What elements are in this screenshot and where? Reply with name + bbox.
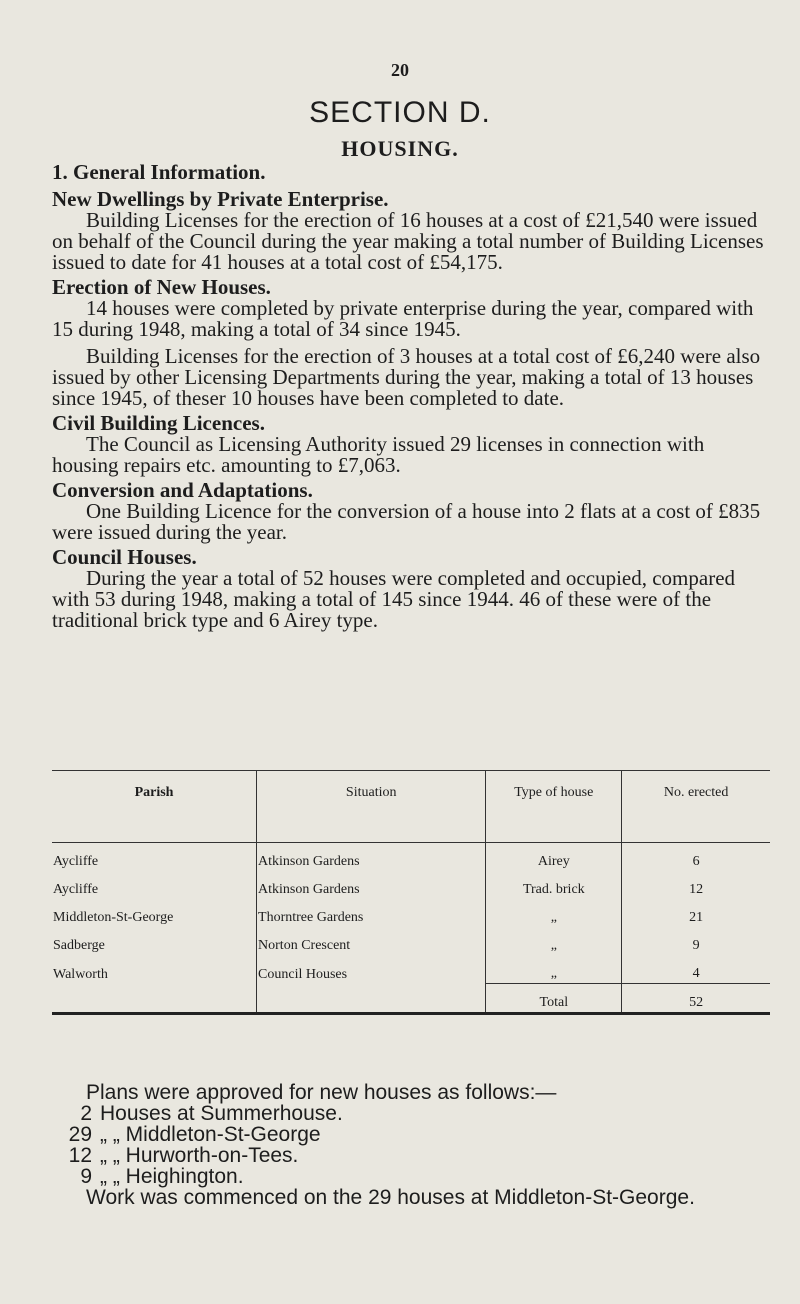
header-type: Type of house: [486, 771, 622, 843]
conversion-text: One Building Licence for the conversion of a house into 2 flats at a cost of £835 were issued during the year.: [52, 499, 761, 544]
cell-situation: Thorntree Gardens: [257, 899, 486, 927]
cell-type: „: [486, 927, 622, 955]
cell-situation: Norton Crescent: [257, 927, 486, 955]
erection-heading: Erection of New Houses.: [52, 275, 271, 299]
cell-situation: Atkinson Gardens: [257, 843, 486, 872]
council-houses-table: [52, 770, 770, 1010]
page-number: 20: [391, 60, 409, 80]
cell-situation: Atkinson Gardens: [257, 871, 486, 899]
council-heading: Council Houses.: [52, 545, 197, 569]
table-row: [52, 927, 770, 955]
plan-count: 9: [80, 1165, 92, 1188]
cell-number: 21: [622, 899, 770, 927]
new-dwellings-heading: New Dwellings by Private Enterprise.: [52, 187, 389, 211]
table-row: [52, 871, 770, 899]
list-item: [52, 1124, 772, 1145]
erection-para1: 14 houses were completed by private enterprise during the year, compared with 15 during 1948, making a total of 34 since 1945.: [52, 296, 754, 341]
plan-count: 29: [68, 1123, 92, 1146]
plan-text: „ „ Heighington.: [100, 1165, 244, 1188]
total-label: Total: [486, 984, 622, 1014]
cell-parish: Aycliffe: [53, 882, 99, 897]
cell-parish: Middleton-St-George: [53, 910, 174, 925]
cell-type: „: [486, 955, 622, 984]
cell-parish: Walworth: [53, 966, 108, 982]
erection-para2: Building Licenses for the erection of 3 houses at a total cost of £6,240 were also issued by other Licensing Departments during the year, making a total of 13 houses since 1945, of theser 10 houses have been completed to date.: [52, 344, 761, 410]
cell-parish: Sadberge: [53, 938, 105, 953]
work-commenced-text: Work was commenced on the 29 houses at Middleton-St-George.: [86, 1186, 695, 1209]
table-row: [52, 843, 770, 872]
civil-heading: Civil Building Licences.: [52, 411, 265, 435]
list-item: [52, 1166, 772, 1187]
new-dwellings-text: Building Licenses for the erection of 16 houses at a cost of £21,540 were issued on behalf of the Council during the year making a total number of Building Licenses issued to date for 41 houses at a total cost of £54,175.: [52, 208, 764, 274]
housing-title: HOUSING.: [341, 136, 459, 161]
cell-type: Airey: [486, 843, 622, 872]
general-heading: 1. General Information.: [52, 160, 266, 184]
plan-count: 12: [68, 1144, 92, 1167]
council-text: During the year a total of 52 houses were completed and occupied, compared with 53 during 1948, making a total of 145 since 1944. 46 of these were of the traditional brick type and 6 Airey type.: [52, 566, 736, 632]
cell-number: 12: [622, 871, 770, 899]
total-value: 52: [622, 984, 770, 1014]
civil-text: The Council as Licensing Authority issued 29 licenses in connection with housing repairs etc. amounting to £7,063.: [52, 432, 705, 477]
general-block: [52, 162, 772, 631]
cell-number: 4: [622, 955, 770, 984]
header-parish: Parish: [134, 785, 174, 800]
plans-block: [52, 1082, 772, 1208]
plans-intro: Plans were approved for new houses as follows:—: [86, 1081, 557, 1104]
plan-text: „ „ Hurworth-on-Tees.: [100, 1144, 299, 1167]
table-total-row: [52, 984, 770, 1014]
conversion-heading: Conversion and Adaptations.: [52, 478, 313, 502]
plan-count: 2: [80, 1102, 92, 1125]
cell-type: Trad. brick: [486, 871, 622, 899]
cell-number: 6: [622, 843, 770, 872]
cell-number: 9: [622, 927, 770, 955]
header-situation: Situation: [257, 771, 486, 843]
plan-text: Houses at Summerhouse.: [100, 1102, 343, 1125]
table-row: [52, 955, 770, 984]
list-item: [52, 1145, 772, 1166]
section-title: SECTION D.: [309, 96, 491, 129]
list-item: [52, 1103, 772, 1124]
header-number: No. erected: [622, 771, 770, 843]
cell-type: „: [486, 899, 622, 927]
table-row: [52, 899, 770, 927]
cell-situation: Council Houses: [257, 955, 486, 984]
plan-text: „ „ Middleton-St-George: [100, 1123, 321, 1146]
cell-parish: Aycliffe: [53, 854, 99, 869]
